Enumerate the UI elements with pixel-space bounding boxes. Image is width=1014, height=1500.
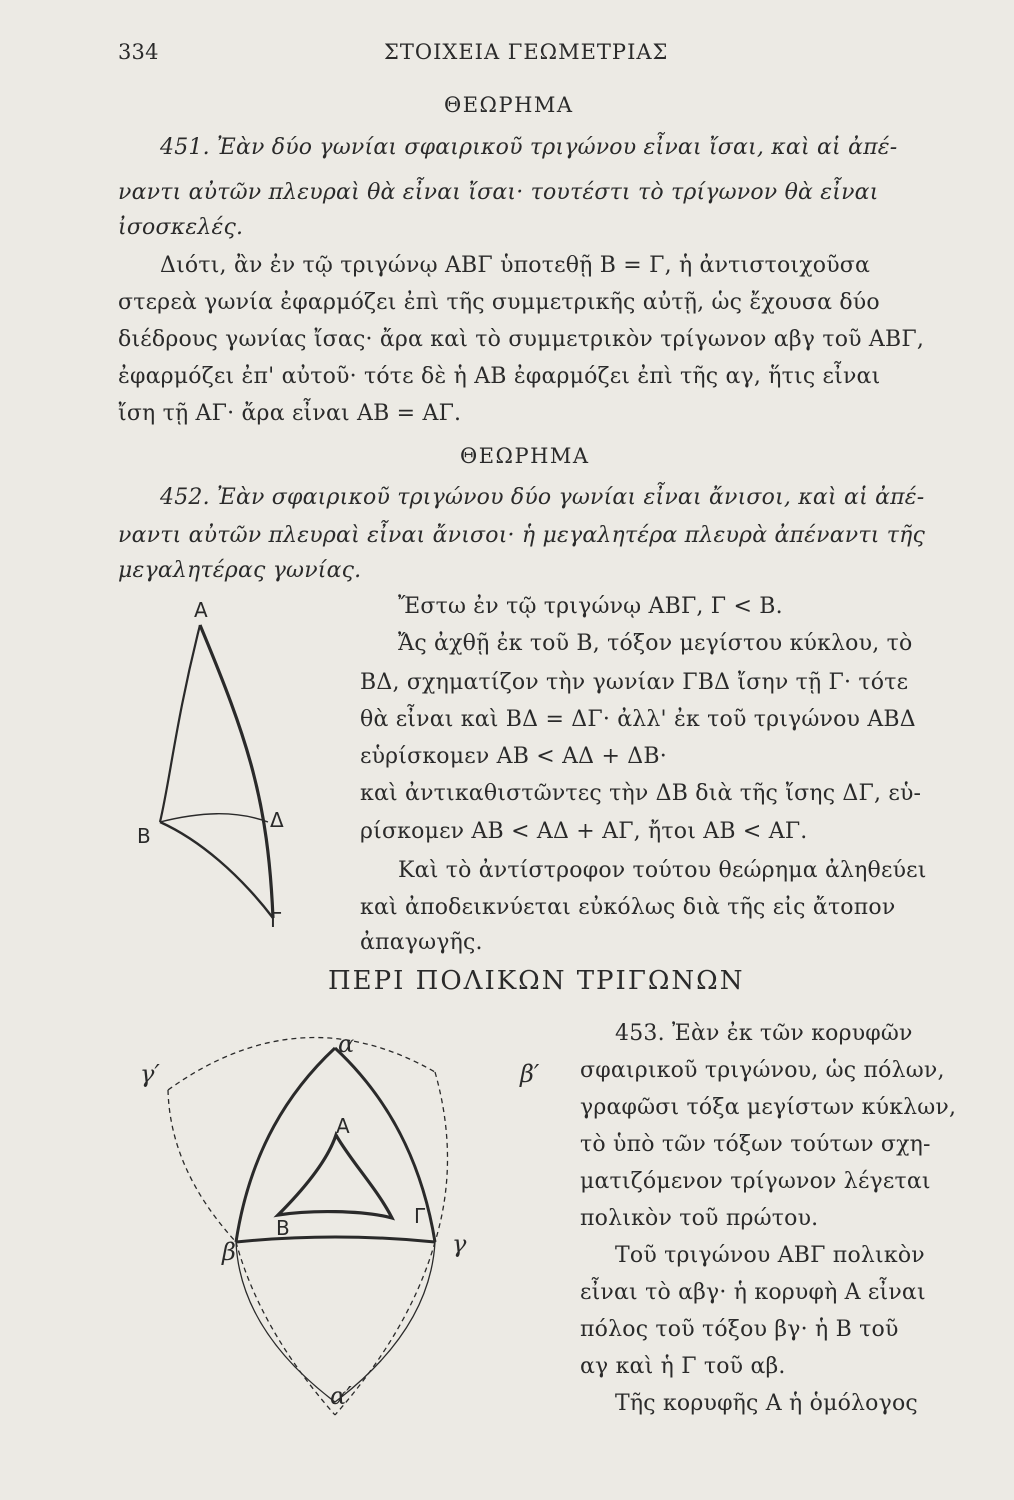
inner-triangle <box>278 1135 392 1218</box>
section-paragraph-line: αγ καὶ ἡ Γ τοῦ αβ. <box>580 1354 786 1379</box>
section-paragraph-line: ματιζόμενον τρίγωνον λέγεται <box>580 1169 931 1194</box>
section-paragraph-line: πόλος τοῦ τόξου βγ· ἡ Β τοῦ <box>580 1317 899 1342</box>
proof-line: Ἄς ἀχθῇ ἐκ τοῦ Β, τόξον μεγίστου κύκλου, τὸ <box>398 631 913 656</box>
proof-line: ρίσκομεν ΑΒ < ΑΔ + ΑΓ, ἤτοι ΑΒ < ΑΓ. <box>360 819 808 844</box>
proof-line: ἐφαρμόζει ἐπ' αὐτοῦ· τότε δὲ ἡ ΑΒ ἐφαρμόζει ἐπὶ τῆς αγ, ἥτις εἶναι <box>118 364 881 389</box>
section-title: ΠΕΡΙ ΠΟΛΙΚΩΝ ΤΡΙΓΩΝΩΝ <box>328 966 745 996</box>
figure-label-gamma: γ <box>452 1230 467 1258</box>
dashed-arc-lower-left <box>236 1242 335 1415</box>
section-paragraph-line: Τῆς κορυφῆς Α ἡ ὁμόλογος <box>615 1391 918 1416</box>
proof-line: καὶ ἀποδεικνύεται εὐκόλως διὰ τῆς εἰς ἄτοπον <box>360 895 896 920</box>
proof-line: ἀπαγωγῆς. <box>360 930 483 955</box>
proof-line: καὶ ἀντικαθιστῶντες τὴν ΔΒ διὰ τῆς ἴσης ΔΓ, εὑ- <box>360 781 922 806</box>
theorem-statement-line: ναντι αὐτῶν πλευραὶ εἶναι ἄνισοι· ἡ μεγαλητέρα πλευρὰ ἀπέναντι τῆς <box>118 523 926 548</box>
figure-label-alpha: α <box>338 1030 355 1058</box>
theorem-statement-line: μεγαλητέρας γωνίας. <box>118 558 362 583</box>
figure-label-beta-prime: β′ <box>520 1060 540 1088</box>
figure-label-B: Β <box>137 824 151 848</box>
arc-BD <box>160 814 268 822</box>
polar-triangle-figure <box>130 1010 560 1430</box>
theorem-heading: ΘΕΩΡΗΜΑ <box>460 444 590 468</box>
spherical-triangle-figure <box>140 600 340 930</box>
arc-AG <box>200 625 273 918</box>
figure-label-B: Β <box>276 1216 290 1240</box>
proof-line: Διότι, ἂν ἐν τῷ τριγώνῳ ΑΒΓ ὑποτεθῇ Β = Γ, ἡ ἀντιστοιχοῦσα <box>160 253 871 278</box>
theorem-statement-line: 451. Ἐὰν δύο γωνίαι σφαιρικοῦ τριγώνου εἶναι ἴσαι, καὶ αἱ ἀπέ- <box>160 135 898 160</box>
arc-BG <box>160 822 273 918</box>
proof-line: διέδρους γωνίας ἴσας· ἄρα καὶ τὸ συμμετρικὸν τρίγωνον αβγ τοῦ ΑΒΓ, <box>118 327 925 352</box>
figure-label-A: Α <box>336 1114 350 1138</box>
proof-line: Καὶ τὸ ἀντίστροφον τούτου θεώρημα ἀληθεύει <box>398 858 927 883</box>
figure-label-G: Γ <box>414 1204 426 1228</box>
theorem-heading: ΘΕΩΡΗΜΑ <box>444 93 574 117</box>
proof-line: εὑρίσκομεν ΑΒ < ΑΔ + ΔΒ· <box>360 744 667 769</box>
figure-label-alpha-prime: α′ <box>330 1382 352 1410</box>
polar-arc-bg <box>236 1237 435 1242</box>
figure-label-gamma-prime: γ′ <box>140 1060 160 1088</box>
section-paragraph-line: γραφῶσι τόξα μεγίστων κύκλων, <box>580 1095 957 1120</box>
section-paragraph-line: Τοῦ τριγώνου ΑΒΓ πολικὸν <box>615 1243 925 1268</box>
figure-label-D: Δ <box>270 808 284 832</box>
running-title: ΣΤΟΙΧΕΙΑ ΓΕΩΜΕΤΡΙΑΣ <box>384 40 669 64</box>
proof-line: θὰ εἶναι καὶ ΒΔ = ΔΓ· ἀλλ' ἐκ τοῦ τριγώνου ΑΒΔ <box>360 707 916 732</box>
theorem-statement-line: ναντι αὐτῶν πλευραὶ θὰ εἶναι ἴσαι· τουτέστι τὸ τρίγωνον θὰ εἶναι <box>118 180 879 205</box>
section-paragraph-line: εἶναι τὸ αβγ· ἡ κορυφὴ Α εἶναι <box>580 1280 926 1305</box>
section-paragraph-line: πολικὸν τοῦ πρώτου. <box>580 1206 819 1231</box>
section-paragraph-line: σφαιρικοῦ τριγώνου, ὡς πόλων, <box>580 1058 945 1083</box>
figure-label-A: Α <box>194 598 208 622</box>
arc-AB <box>160 625 200 822</box>
theorem-statement-line: ἰσοσκελές. <box>118 215 244 240</box>
dashed-arc-right <box>435 1072 448 1242</box>
proof-line: ΒΔ, σχηματίζον τὴν γωνίαν ΓΒΔ ἴσην τῇ Γ· τότε <box>360 670 909 695</box>
dashed-arc-left <box>168 1090 236 1242</box>
section-paragraph-line: τὸ ὑπὸ τῶν τόξων τούτων σχη- <box>580 1132 931 1157</box>
theorem-statement-line: 452. Ἐὰν σφαιρικοῦ τριγώνου δύο γωνίαι εἶναι ἄνισοι, καὶ αἱ ἀπέ- <box>160 485 925 510</box>
figure-label-beta: β <box>222 1238 236 1266</box>
section-paragraph-line: 453. Ἐὰν ἐκ τῶν κορυφῶν <box>615 1021 913 1046</box>
page-number: 334 <box>118 40 159 64</box>
proof-line: ἴση τῇ ΑΓ· ἄρα εἶναι ΑΒ = ΑΓ. <box>118 401 462 426</box>
figure-label-G: Γ <box>270 908 282 932</box>
base-great-circle <box>236 1242 435 1402</box>
proof-line: Ἔστω ἐν τῷ τριγώνῳ ΑΒΓ, Γ < Β. <box>398 594 783 619</box>
proof-line: στερεὰ γωνία ἐφαρμόζει ἐπὶ τῆς συμμετρικῆς αὐτῇ, ὡς ἔχουσα δύο <box>118 290 880 315</box>
